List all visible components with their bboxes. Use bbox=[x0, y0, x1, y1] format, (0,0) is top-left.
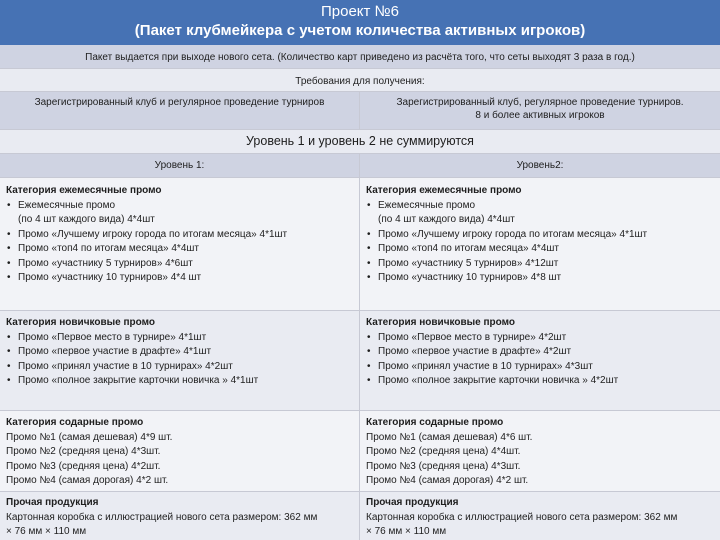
gift-level1 bbox=[0, 411, 360, 491]
category-title: Категория ежемесячные промо bbox=[366, 185, 522, 196]
list-item: • Промо «принял участие в 10 турнирах» 4*2шт bbox=[6, 360, 355, 375]
list-item-continuation: (по 4 шт каждого вида) 4*4шт bbox=[18, 214, 155, 225]
list-item: • Промо «полное закрытие карточки новичка » 4*1шт bbox=[6, 374, 355, 389]
level2-header bbox=[360, 154, 720, 177]
levels-row bbox=[0, 154, 720, 178]
other-level1 bbox=[0, 492, 360, 540]
list-item: • Промо «Лучшему игроку города по итогам месяца» 4*1шт bbox=[366, 228, 716, 243]
category-title: Категория новичковые промо bbox=[6, 317, 156, 328]
category-title: Прочая продукция bbox=[6, 497, 99, 508]
gift-level2 bbox=[360, 411, 720, 491]
monthly-level1-list bbox=[6, 199, 355, 214]
category-title: Категория ежемесячные промо bbox=[6, 185, 162, 196]
level2-label: Уровень2: bbox=[516, 160, 564, 171]
newbie-level2-items bbox=[366, 331, 716, 389]
other-line: × 76 мм × 110 мм bbox=[6, 526, 87, 537]
list-item: • Ежемесячные промо bbox=[366, 199, 716, 214]
requirements-level1-text: Зарегистрированный клуб и регулярное проведение турниров bbox=[34, 97, 325, 108]
list-item: • Промо «принял участие в 10 турнирах» 4*3шт bbox=[366, 360, 716, 375]
gift-line: Промо №4 (самая дорогая) 4*2 шт. bbox=[6, 475, 169, 486]
monthly-level2-items bbox=[366, 228, 716, 286]
list-item: • Промо «первое участие в драфте» 4*2шт bbox=[366, 345, 716, 360]
list-item: • Промо «участнику 10 турниров» 4*4 шт bbox=[6, 271, 355, 286]
slide-title: Проект №6 bbox=[320, 3, 399, 20]
newbie-level1-items bbox=[6, 331, 355, 389]
newbie-level1 bbox=[0, 311, 360, 410]
requirements-title-row bbox=[0, 69, 720, 92]
list-item: • Промо «первое участие в драфте» 4*1шт bbox=[6, 345, 355, 360]
category-title: Категория новичковые промо bbox=[366, 317, 516, 328]
level1-header bbox=[0, 154, 360, 177]
gift-line: Промо №2 (средняя цена) 4*4шт. bbox=[366, 446, 521, 457]
monthly-row bbox=[0, 178, 720, 311]
monthly-level2 bbox=[360, 178, 720, 310]
list-item-continuation: (по 4 шт каждого вида) 4*4шт bbox=[378, 214, 515, 225]
gift-line: Промо №1 (самая дешевая) 4*9 шт. bbox=[6, 431, 173, 443]
list-item: • Промо «участнику 10 турниров» 4*8 шт bbox=[366, 271, 716, 286]
newbie-level2 bbox=[360, 311, 720, 410]
list-item: • Промо «топ4 по итогам месяца» 4*4шт bbox=[366, 242, 716, 257]
level1-label: Уровень 1: bbox=[154, 160, 205, 171]
gift-line: Промо №4 (самая дорогая) 4*2 шт. bbox=[366, 475, 529, 486]
requirements-row bbox=[0, 92, 720, 130]
category-title: Категория содарные промо bbox=[6, 417, 144, 428]
gift-line: Промо №1 (самая дешевая) 4*6 шт. bbox=[366, 431, 533, 443]
gift-line: Промо №3 (средняя цена) 4*3шт. bbox=[366, 460, 521, 472]
intro-text: Пакет выдается при выходе нового сета. (Количество карт приведено из расчёта того, что сеты выходят 3 раза в год.) bbox=[85, 52, 635, 63]
newbie-row bbox=[0, 311, 720, 411]
other-level2 bbox=[360, 492, 720, 540]
list-item: • Промо «участнику 5 турниров» 4*6шт bbox=[6, 257, 355, 272]
category-title: Прочая продукция bbox=[366, 497, 459, 508]
note-text: Уровень 1 и уровень 2 не суммируются bbox=[246, 134, 474, 148]
intro-row bbox=[0, 45, 720, 69]
requirements-title: Требования для получения: bbox=[295, 76, 425, 87]
monthly-level1 bbox=[0, 178, 360, 310]
gift-line: Промо №2 (средняя цена) 4*3шт. bbox=[6, 446, 161, 457]
list-item: • Промо «полное закрытие карточки новичка » 4*2шт bbox=[366, 374, 716, 389]
slide-subtitle: (Пакет клубмейкера с учетом количества активных игроков) bbox=[134, 22, 586, 39]
slide-header bbox=[0, 0, 720, 45]
list-item: • Промо «Первое место в турнире» 4*2шт bbox=[366, 331, 716, 346]
other-line: Картонная коробка с иллюстрацией нового сета размером: 362 мм bbox=[366, 511, 678, 523]
requirements-level2-line2: 8 и более активных игроков bbox=[475, 110, 605, 121]
requirements-level2 bbox=[360, 92, 720, 129]
requirements-level1 bbox=[0, 92, 360, 129]
category-title: Категория содарные промо bbox=[366, 417, 504, 428]
gift-line: Промо №3 (средняя цена) 4*2шт. bbox=[6, 460, 161, 472]
list-item: • Ежемесячные промо bbox=[6, 199, 355, 214]
monthly-level1-items bbox=[6, 228, 355, 286]
other-line: × 76 мм × 110 мм bbox=[366, 526, 447, 537]
monthly-level2-list bbox=[366, 199, 716, 214]
list-item: • Промо «Лучшему игроку города по итогам месяца» 4*1шт bbox=[6, 228, 355, 243]
other-row bbox=[0, 492, 720, 540]
list-item: • Промо «топ4 по итогам месяца» 4*4шт bbox=[6, 242, 355, 257]
requirements-level2-line1: Зарегистрированный клуб, регулярное проведение турниров. bbox=[396, 97, 684, 108]
list-item: • Промо «участнику 5 турниров» 4*12шт bbox=[366, 257, 716, 272]
other-line: Картонная коробка с иллюстрацией нового сета размером: 362 мм bbox=[6, 511, 318, 523]
gift-row bbox=[0, 411, 720, 492]
note-row bbox=[0, 130, 720, 154]
list-item: • Промо «Первое место в турнире» 4*1шт bbox=[6, 331, 355, 346]
